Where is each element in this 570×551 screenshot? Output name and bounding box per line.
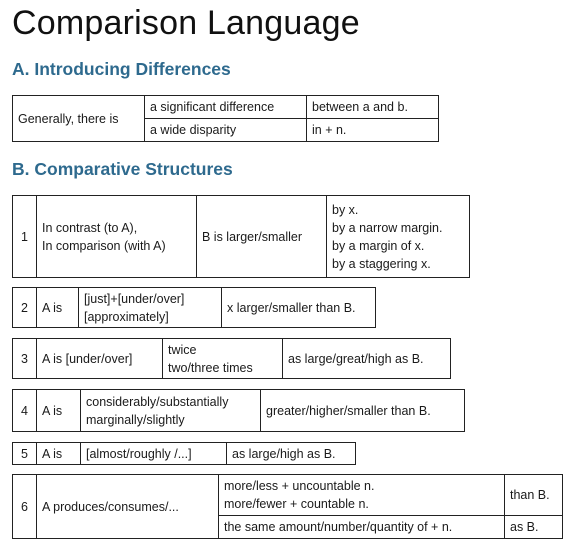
structure-table-1 <box>12 195 470 278</box>
differences-table <box>12 95 439 142</box>
result-cell: as large/high as B. <box>227 443 356 465</box>
ending-cell: in + n. <box>307 119 439 142</box>
clause-cell: B is larger/smaller <box>197 196 327 278</box>
ending-cell: between a and b. <box>307 96 439 119</box>
result-cell: greater/higher/smaller than B. <box>261 390 465 432</box>
subject-cell: A is <box>37 288 79 328</box>
row-number: 5 <box>13 443 37 465</box>
result-cell: x larger/smaller than B. <box>222 288 376 328</box>
row-number: 3 <box>13 339 37 379</box>
than-cell: than B. <box>505 475 563 516</box>
margin-cell: by x. by a narrow margin. by a margin of x. by a staggering x. <box>327 196 470 278</box>
adverb-cell: considerably/substantially marginally/slightly <box>81 390 261 432</box>
contrast-cell: In contrast (to A), In comparison (with A) <box>37 196 197 278</box>
as-cell: as B. <box>505 516 563 539</box>
subject-cell: A produces/consumes/... <box>37 475 219 539</box>
intro-cell: Generally, there is <box>13 96 145 142</box>
section-a-heading: A. Introducing Differences <box>12 59 231 79</box>
same-quantity-cell: the same amount/number/quantity of + n. <box>219 516 505 539</box>
multiplier-cell: twice two/three times <box>163 339 283 379</box>
structure-table-6 <box>12 474 563 539</box>
option-cell: a wide disparity <box>145 119 307 142</box>
row-number: 1 <box>13 196 37 278</box>
structure-table-3 <box>12 338 451 379</box>
structure-table-4 <box>12 389 465 432</box>
section-b-heading: B. Comparative Structures <box>12 159 233 179</box>
subject-cell: A is [under/over] <box>37 339 163 379</box>
option-cell: a significant difference <box>145 96 307 119</box>
subject-cell: A is <box>37 390 81 432</box>
quantity-cell: more/less + uncountable n. more/fewer + countable n. <box>219 475 505 516</box>
structure-table-2 <box>12 287 376 328</box>
modifier-cell: [almost/roughly /...] <box>81 443 227 465</box>
page-title: Comparison Language <box>12 4 360 42</box>
structure-table-5 <box>12 442 356 465</box>
row-number: 2 <box>13 288 37 328</box>
modifier-cell: [just]+[under/over] [approximately] <box>79 288 222 328</box>
subject-cell: A is <box>37 443 81 465</box>
row-number: 4 <box>13 390 37 432</box>
result-cell: as large/great/high as B. <box>283 339 451 379</box>
row-number: 6 <box>13 475 37 539</box>
